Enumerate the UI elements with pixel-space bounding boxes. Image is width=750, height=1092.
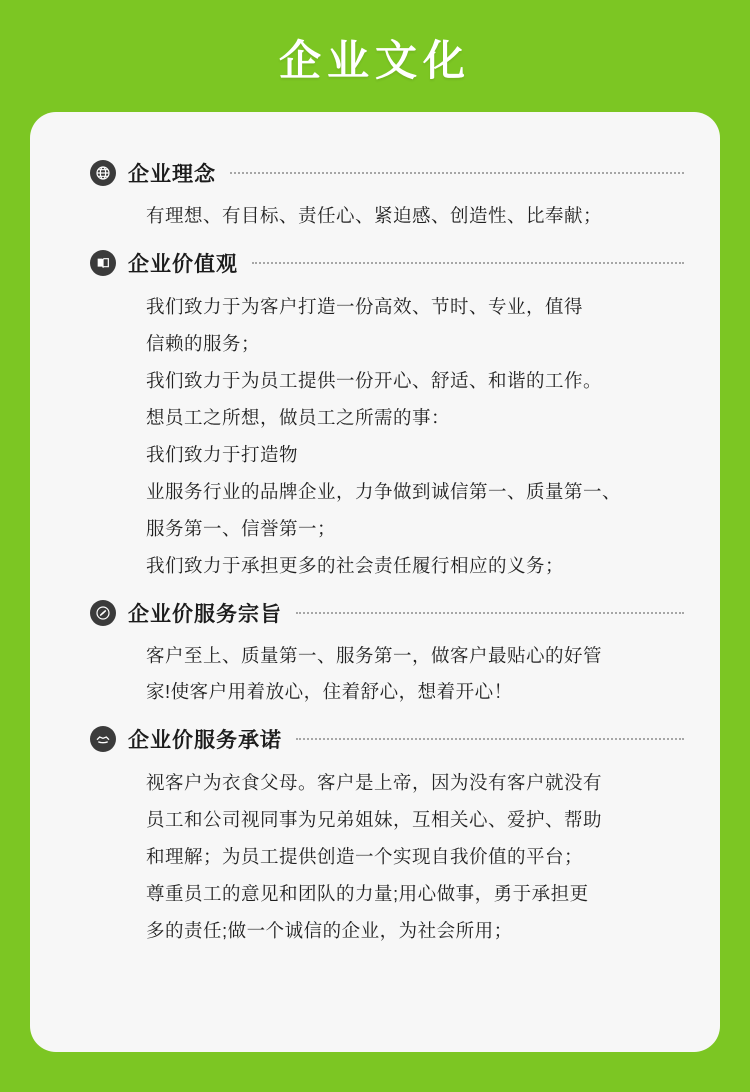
body-line: 和理解；为员工提供创造一个实现自我价值的平台； bbox=[146, 846, 584, 868]
section-title: 企业价服务承诺 bbox=[128, 729, 282, 753]
body-line: 家!使客户用着放心，住着舒心，想着开心！ bbox=[146, 681, 513, 703]
section-header bbox=[60, 598, 690, 628]
dotted-divider bbox=[230, 172, 684, 175]
body-line: 员工和公司视同事为兄弟姐妹，互相关心、爱护、帮助 bbox=[146, 809, 603, 831]
section-body bbox=[60, 764, 690, 949]
section-body bbox=[60, 288, 690, 584]
section-philosophy bbox=[60, 158, 690, 234]
section-body bbox=[60, 198, 690, 234]
body-line: 我们致力于打造物 bbox=[146, 444, 299, 466]
body-line: 客户至上、质量第一、服务第一，做客户最贴心的好管 bbox=[146, 645, 603, 667]
section-header bbox=[60, 248, 690, 278]
dotted-divider bbox=[252, 262, 684, 265]
body-line: 尊重员工的意见和团队的力量;用心做事，勇于承担更 bbox=[146, 883, 589, 905]
body-line: 多的责任;做一个诚信的企业，为社会所用； bbox=[146, 920, 513, 942]
body-line: 想员工之所想，做员工之所需的事： bbox=[146, 407, 451, 429]
body-line: 我们致力于为员工提供一份开心、舒适、和谐的工作。 bbox=[146, 370, 603, 392]
body-line: 我们致力于承担更多的社会责任履行相应的义务； bbox=[146, 555, 565, 577]
section-header bbox=[60, 158, 690, 188]
page-title: 企业文化 bbox=[278, 37, 471, 84]
globe-icon bbox=[90, 160, 116, 186]
target-icon bbox=[90, 600, 116, 626]
section-service-promise bbox=[60, 724, 690, 949]
book-icon bbox=[90, 250, 116, 276]
content-card bbox=[30, 112, 720, 1052]
body-line: 服务第一、信誉第一； bbox=[146, 518, 337, 540]
body-line: 信赖的服务； bbox=[146, 333, 261, 355]
dotted-divider bbox=[296, 612, 684, 615]
section-title: 企业价服务宗旨 bbox=[128, 603, 282, 627]
body-line: 我们致力于为客户打造一份高效、节时、专业，值得 bbox=[146, 296, 584, 318]
body-line: 业服务行业的品牌企业，力争做到诚信第一、质量第一、 bbox=[146, 481, 622, 503]
body-line: 有理想、有目标、责任心、紧迫感、创造性、比奉献； bbox=[146, 205, 603, 226]
section-title: 企业价值观 bbox=[128, 253, 238, 277]
dotted-divider bbox=[296, 738, 684, 741]
section-title: 企业理念 bbox=[128, 163, 216, 186]
section-service-purpose bbox=[60, 598, 690, 710]
section-values bbox=[60, 248, 690, 584]
section-header bbox=[60, 724, 690, 754]
handshake-icon bbox=[90, 726, 116, 752]
body-line: 视客户为衣食父母。客户是上帝，因为没有客户就没有 bbox=[146, 772, 603, 794]
section-body bbox=[60, 638, 690, 710]
